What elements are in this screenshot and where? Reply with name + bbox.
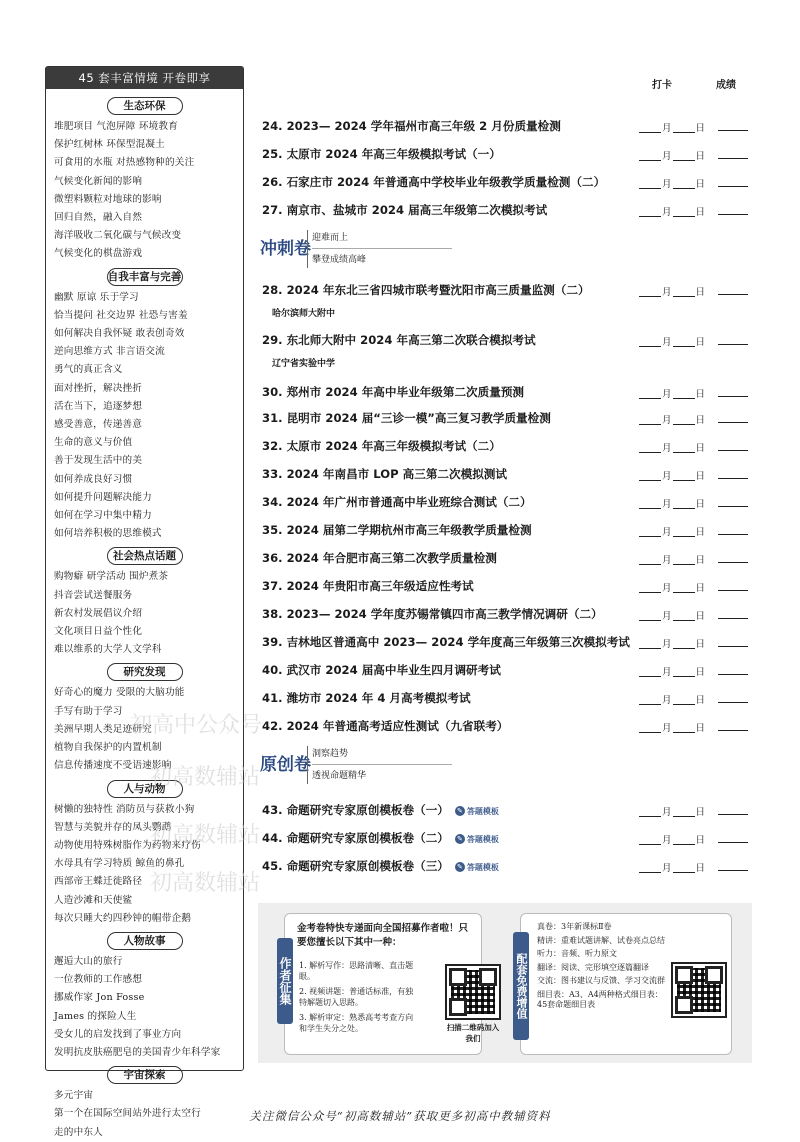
day-label: 日 bbox=[695, 611, 706, 622]
day-label: 日 bbox=[695, 337, 706, 348]
sidebar-topic-item: 挪威作家 Jon Fosse bbox=[54, 992, 145, 1004]
checkin-date[interactable] bbox=[638, 580, 705, 594]
sprint-banner bbox=[260, 228, 460, 270]
exam-title bbox=[262, 282, 590, 298]
author-recruit-tag: 作者征集 bbox=[277, 938, 293, 1024]
month-label: 月 bbox=[662, 863, 672, 874]
blank-line bbox=[639, 424, 661, 425]
day-label: 日 bbox=[695, 639, 706, 650]
checkin-date[interactable] bbox=[638, 496, 705, 510]
score-blank[interactable] bbox=[718, 344, 748, 345]
month-label: 月 bbox=[662, 667, 672, 678]
exam-title bbox=[262, 858, 499, 874]
exam-title-text: 37. 2024 年贵阳市高三年级适应性考试 bbox=[262, 579, 474, 593]
exam-note: 辽宁省实验中学 bbox=[272, 359, 336, 369]
exam-entry bbox=[262, 662, 752, 682]
sidebar-topic-item: 如何提升问题解决能力 bbox=[54, 491, 152, 503]
month-label: 月 bbox=[662, 415, 672, 426]
day-label: 日 bbox=[695, 179, 706, 190]
original-sub1: 洞察趋势 bbox=[312, 749, 349, 759]
sprint-title: 冲刺卷 bbox=[260, 239, 311, 259]
checkin-date[interactable] bbox=[638, 804, 705, 818]
checkin-date[interactable] bbox=[638, 176, 705, 190]
blank-line bbox=[673, 564, 695, 565]
blank-line bbox=[673, 346, 695, 347]
sidebar-topic-item: 动物使用特殊树脂作为药物来疗伤 bbox=[54, 839, 201, 851]
day-label: 日 bbox=[695, 555, 706, 566]
exam-entry bbox=[262, 466, 752, 486]
score-blank[interactable] bbox=[718, 730, 748, 731]
exam-title bbox=[262, 494, 532, 510]
day-label: 日 bbox=[695, 723, 706, 734]
exam-title bbox=[262, 146, 501, 162]
blank-line bbox=[639, 648, 661, 649]
bonus-box bbox=[515, 913, 732, 1055]
sidebar-topic-item: 手写有助于学习 bbox=[54, 705, 123, 717]
exam-entry bbox=[262, 202, 752, 222]
sidebar-topic-item: 抖音尝试送餐服务 bbox=[54, 589, 133, 601]
sidebar-topic-item: 文化项目日益个性化 bbox=[54, 626, 143, 638]
score-blank[interactable] bbox=[718, 396, 748, 397]
author-qr-label: 扫描二维码加入我们 bbox=[446, 1023, 500, 1043]
bonus-list bbox=[537, 922, 667, 1014]
promo-area bbox=[258, 903, 752, 1063]
template-badge-label: 答题模板 bbox=[466, 863, 499, 872]
bonus-qr-code[interactable] bbox=[671, 962, 727, 1018]
month-label: 月 bbox=[662, 695, 672, 706]
blank-line bbox=[673, 480, 695, 481]
exam-entry bbox=[262, 550, 752, 570]
exam-title bbox=[262, 438, 501, 454]
template-badge-label: 答题模板 bbox=[466, 807, 499, 816]
exam-title-text: 32. 太原市 2024 年高三年级模拟考试（二） bbox=[262, 439, 501, 453]
sidebar-section-title: 生态环保 bbox=[107, 97, 183, 115]
day-label: 日 bbox=[695, 443, 706, 454]
exam-title-text: 33. 2024 年南昌市 LOP 高三第二次模拟测试 bbox=[262, 467, 507, 481]
checkin-date[interactable] bbox=[638, 440, 705, 454]
bonus-item: 听力：音频、听力原文 bbox=[537, 949, 617, 958]
score-blank[interactable] bbox=[718, 814, 748, 815]
exam-title-text: 38. 2023— 2024 学年度苏锡常镇四市高三教学情况调研（二） bbox=[262, 607, 603, 621]
sidebar-topic-item: 可食用的水瓶 对热感物种的关注 bbox=[54, 157, 195, 169]
sidebar-topic-item: 善于发现生活中的美 bbox=[54, 455, 143, 467]
exam-title-text: 24. 2023— 2024 学年福州市高三年级 2 月份质量检测 bbox=[262, 119, 561, 133]
blank-line bbox=[673, 704, 695, 705]
month-label: 月 bbox=[662, 443, 672, 454]
checkin-date[interactable] bbox=[638, 204, 705, 218]
blank-line bbox=[673, 844, 695, 845]
original-title: 原创卷 bbox=[260, 755, 311, 775]
score-blank[interactable] bbox=[718, 674, 748, 675]
blank-line bbox=[639, 564, 661, 565]
score-blank[interactable] bbox=[718, 450, 748, 451]
sidebar-topic-item: 邂逅大山的旅行 bbox=[54, 955, 123, 967]
blank-line bbox=[673, 160, 695, 161]
exam-entry bbox=[262, 802, 752, 822]
checkin-date[interactable] bbox=[638, 120, 705, 134]
exam-title-text: 26. 石家庄市 2024 年普通高中学校毕业年级教学质量检测（二） bbox=[262, 175, 606, 189]
blank-line bbox=[673, 536, 695, 537]
watermark: 初高数辅站 bbox=[150, 871, 261, 896]
exam-entry bbox=[262, 634, 752, 654]
blank-line bbox=[673, 424, 695, 425]
sidebar-topic-item: 水母具有学习特质 鲸鱼的鼻孔 bbox=[54, 858, 185, 870]
blank-line bbox=[639, 620, 661, 621]
author-recruit-list bbox=[299, 960, 417, 1038]
score-header: 成绩 bbox=[716, 80, 736, 91]
sidebar-topic-item: 感受善意，传递善意 bbox=[54, 419, 143, 431]
blank-line bbox=[673, 816, 695, 817]
sidebar-section-title: 人与动物 bbox=[107, 780, 183, 798]
score-blank[interactable] bbox=[718, 702, 748, 703]
sidebar-topic-item: 难以维系的大学人文学科 bbox=[54, 644, 162, 656]
blank-line bbox=[639, 296, 661, 297]
checkin-date[interactable] bbox=[638, 334, 705, 348]
month-label: 月 bbox=[662, 207, 672, 218]
topic-sidebar bbox=[45, 66, 244, 1138]
sidebar-topic-item: 一位教师的工作感想 bbox=[54, 974, 143, 986]
blank-line bbox=[673, 648, 695, 649]
score-blank[interactable] bbox=[718, 422, 748, 423]
exam-title-text: 30. 郑州市 2024 年高中毕业年级第二次质量预测 bbox=[262, 385, 525, 399]
score-blank[interactable] bbox=[718, 562, 748, 563]
bonus-item: 真卷：3年新课标Ⅱ卷 bbox=[537, 922, 612, 931]
month-label: 月 bbox=[662, 389, 672, 400]
blank-line bbox=[639, 132, 661, 133]
sidebar-topic-item: 第一个在国际空间站外进行太空行 bbox=[54, 1108, 201, 1120]
month-label: 月 bbox=[662, 723, 672, 734]
template-badge-label: 答题模板 bbox=[466, 835, 499, 844]
exam-title bbox=[262, 662, 501, 678]
author-recruit-box bbox=[278, 913, 500, 1055]
exam-title-text: 29. 东北师大附中 2024 年高三第二次联合模拟考试 bbox=[262, 333, 536, 347]
day-label: 日 bbox=[695, 389, 706, 400]
sidebar-topic-item: 生命的意义与价值 bbox=[54, 437, 133, 449]
sidebar-topic-item: 恰当提问 社交边界 社恐与害羞 bbox=[54, 309, 188, 321]
month-label: 月 bbox=[662, 611, 672, 622]
sidebar-topic-item: 勇气的真正含义 bbox=[54, 364, 123, 376]
checkin-date[interactable] bbox=[638, 412, 705, 426]
author-qr-code[interactable] bbox=[445, 964, 501, 1020]
blank-line bbox=[639, 816, 661, 817]
exam-title bbox=[262, 634, 630, 650]
author-recruit-head: 金考卷特快专递面向全国招募作者啦！只要您擅长以下其中一种： bbox=[297, 923, 469, 948]
blank-line bbox=[673, 732, 695, 733]
month-label: 月 bbox=[662, 179, 672, 190]
sidebar-topic-item: 多元宇宙 bbox=[54, 1090, 94, 1102]
template-badge-icon: ✎ bbox=[455, 806, 465, 816]
checkin-header: 打卡 bbox=[652, 80, 672, 91]
bonus-tag: 配套免费增值 bbox=[513, 932, 529, 1040]
exam-title-text: 39. 吉林地区普通高中 2023— 2024 学年度高三年级第三次模拟考试 bbox=[262, 635, 630, 649]
month-label: 月 bbox=[662, 527, 672, 538]
exam-entry bbox=[262, 174, 752, 194]
exam-title-text: 27. 南京市、盐城市 2024 届高三年级第二次模拟考试 bbox=[262, 203, 548, 217]
sidebar-topic-item: 每次只睡大约四秒钟的帽带企鹅 bbox=[54, 912, 192, 924]
sidebar-section-title: 社会热点话题 bbox=[107, 547, 183, 565]
sidebar-topic-item: 堆肥项目 气泡屏障 环境教育 bbox=[54, 121, 179, 132]
sidebar-topic-item: 树懒的独特性 消防员与获救小狗 bbox=[54, 803, 195, 815]
exam-entry bbox=[262, 690, 752, 710]
day-label: 日 bbox=[695, 287, 706, 298]
sidebar-topic-item: 美洲早期人类足迹研究 bbox=[54, 723, 152, 735]
bonus-item: 交流：图书建议与反馈、学习交流群 bbox=[537, 976, 665, 985]
exam-title-text: 25. 太原市 2024 年高三年级模拟考试（一） bbox=[262, 147, 501, 161]
day-label: 日 bbox=[695, 695, 706, 706]
month-label: 月 bbox=[662, 835, 672, 846]
blank-line bbox=[673, 872, 695, 873]
exam-title-text: 34. 2024 年广州市普通高中毕业班综合测试（二） bbox=[262, 495, 532, 509]
original-sub2: 透视命题精华 bbox=[312, 771, 367, 781]
blank-line bbox=[673, 188, 695, 189]
day-label: 日 bbox=[695, 499, 706, 510]
checkin-date[interactable] bbox=[638, 860, 705, 874]
exam-title-text: 31. 昆明市 2024 届“三诊一模”高三复习教学质量检测 bbox=[262, 411, 551, 425]
exam-title bbox=[262, 522, 532, 538]
score-blank[interactable] bbox=[718, 842, 748, 843]
month-label: 月 bbox=[662, 471, 672, 482]
sidebar-topic-item: 保护红树林 环保型混凝土 bbox=[54, 139, 165, 151]
checkin-date[interactable] bbox=[638, 664, 705, 678]
month-label: 月 bbox=[662, 807, 672, 818]
exam-title-text: 45. 命题研究专家原创模板卷（三） bbox=[262, 859, 449, 873]
exam-entry bbox=[262, 438, 752, 458]
sidebar-topic-item: 活在当下，追逐梦想 bbox=[54, 400, 143, 412]
day-label: 日 bbox=[695, 835, 706, 846]
exam-title-text: 28. 2024 年东北三省四城市联考暨沈阳市高三质量监测（二） bbox=[262, 283, 590, 297]
exam-title-text: 36. 2024 年合肥市高三第二次教学质量检测 bbox=[262, 551, 497, 565]
score-blank[interactable] bbox=[718, 646, 748, 647]
blank-line bbox=[673, 132, 695, 133]
author-recruit-item: 3. 解析审定：熟悉高考考查方向和学生失分之处。 bbox=[299, 1013, 414, 1033]
exam-entry bbox=[262, 282, 752, 302]
day-label: 日 bbox=[695, 151, 706, 162]
bonus-item: 翻译：阅读、完形填空逐篇翻译 bbox=[537, 962, 649, 972]
blank-line bbox=[639, 536, 661, 537]
sidebar-topic-item: 走的中东人 bbox=[54, 1126, 103, 1138]
sidebar-topic-item: 微塑料颗粒对地球的影响 bbox=[54, 193, 162, 205]
day-label: 日 bbox=[695, 207, 706, 218]
sidebar-topic-item: 智慧与美貌并存的凤头鹦鹉 bbox=[54, 821, 172, 833]
day-label: 日 bbox=[695, 667, 706, 678]
sidebar-topic-item: 新农村发展倡议介绍 bbox=[54, 607, 143, 619]
score-blank[interactable] bbox=[718, 870, 748, 871]
checkin-date[interactable] bbox=[638, 832, 705, 846]
checkin-date[interactable] bbox=[638, 468, 705, 482]
exam-note: 哈尔滨师大附中 bbox=[272, 309, 336, 319]
score-blank[interactable] bbox=[718, 186, 748, 187]
exam-entry bbox=[262, 858, 752, 878]
month-label: 月 bbox=[662, 555, 672, 566]
blank-line bbox=[673, 296, 695, 297]
exam-title bbox=[262, 384, 524, 400]
exam-title-text: 41. 潍坊市 2024 年 4 月高考模拟考试 bbox=[262, 691, 471, 705]
sidebar-section-title: 人物故事 bbox=[107, 932, 183, 950]
exam-entry bbox=[262, 494, 752, 514]
day-label: 日 bbox=[695, 123, 706, 134]
sidebar-topic-item: James 的探险人生 bbox=[54, 1010, 137, 1022]
exam-entry bbox=[262, 830, 752, 850]
sidebar-topic-item: 如何养成良好习惯 bbox=[54, 473, 133, 485]
blank-line bbox=[673, 398, 695, 399]
exam-title bbox=[262, 466, 507, 482]
day-label: 日 bbox=[695, 471, 706, 482]
exam-title bbox=[262, 410, 551, 426]
exam-title bbox=[262, 578, 474, 594]
sidebar-topic-item: 逆向思维方式 非言语交流 bbox=[54, 346, 165, 358]
blank-line bbox=[639, 188, 661, 189]
blank-line bbox=[639, 844, 661, 845]
bonus-item: 精讲：重难试题讲解、试卷亮点总结 bbox=[537, 935, 665, 945]
sidebar-topic-item: 幽默 原谅 乐于学习 bbox=[54, 291, 139, 303]
month-label: 月 bbox=[662, 583, 672, 594]
exam-title-text: 42. 2024 年普通高考适应性测试（九省联考） bbox=[262, 719, 509, 733]
exam-entry bbox=[262, 118, 752, 138]
blank-line bbox=[673, 508, 695, 509]
blank-line bbox=[639, 704, 661, 705]
sidebar-topic-item: 植物自我保护的内置机制 bbox=[54, 742, 162, 754]
exam-entry bbox=[262, 606, 752, 626]
original-banner bbox=[260, 744, 460, 786]
sidebar-section-title: 研究发现 bbox=[107, 663, 183, 681]
sidebar-topic-item: 气候变化新闻的影响 bbox=[54, 175, 143, 187]
score-blank[interactable] bbox=[718, 130, 748, 131]
sprint-sub2: 攀登成绩高峰 bbox=[312, 255, 367, 265]
exam-title-text: 44. 命题研究专家原创模板卷（二） bbox=[262, 831, 449, 845]
blank-line bbox=[673, 620, 695, 621]
blank-line bbox=[639, 216, 661, 217]
checkin-date[interactable] bbox=[638, 386, 705, 400]
month-label: 月 bbox=[662, 287, 672, 298]
day-label: 日 bbox=[695, 583, 706, 594]
blank-line bbox=[639, 508, 661, 509]
score-blank[interactable] bbox=[718, 506, 748, 507]
exam-title bbox=[262, 332, 536, 348]
sidebar-topic-item: 购物癖 研学活动 围炉煮茶 bbox=[54, 571, 169, 583]
day-label: 日 bbox=[695, 807, 706, 818]
exam-title bbox=[262, 718, 508, 734]
page-footer: 关注微信公众号“初高数辅站”获取更多初高中教辅资料 bbox=[249, 1109, 551, 1123]
exam-title bbox=[262, 830, 499, 846]
exam-title bbox=[262, 118, 561, 134]
score-blank[interactable] bbox=[718, 618, 748, 619]
checkin-date[interactable] bbox=[638, 608, 705, 622]
blank-line bbox=[673, 592, 695, 593]
month-label: 月 bbox=[662, 337, 672, 348]
author-recruit-item: 1. 解析写作：思路清晰、直击题眼。 bbox=[299, 961, 414, 981]
blank-line bbox=[639, 452, 661, 453]
author-recruit-item: 2. 视频讲题：普通话标准，有独特解题切入思路。 bbox=[299, 987, 414, 1007]
blank-line bbox=[673, 452, 695, 453]
sidebar-topic-item: 发明抗皮肤癌肥皂的美国青少年科学家 bbox=[54, 1046, 221, 1058]
blank-line bbox=[639, 872, 661, 873]
month-label: 月 bbox=[662, 639, 672, 650]
blank-line bbox=[639, 732, 661, 733]
watermark: 初高数辅站 bbox=[150, 765, 261, 790]
template-badge-icon: ✎ bbox=[455, 834, 465, 844]
exam-entry bbox=[262, 578, 752, 598]
bonus-item: 细目表：A3、A4两种格式细目表：45套命题细目表 bbox=[537, 989, 663, 1009]
sidebar-topic-item: 西部帝王蝶迁徙路径 bbox=[54, 876, 143, 888]
exam-entry bbox=[262, 522, 752, 542]
checkin-date[interactable] bbox=[638, 636, 705, 650]
sidebar-topic-item: 气候变化的棋盘游戏 bbox=[54, 248, 143, 260]
sidebar-topic-item: 如何解决自我怀疑 敢表创奇效 bbox=[54, 328, 185, 340]
exam-title-text: 40. 武汉市 2024 届高中毕业生四月调研考试 bbox=[262, 663, 501, 677]
month-label: 月 bbox=[662, 123, 672, 134]
sidebar-topic-item: 海洋吸收二氧化碳与气候改变 bbox=[54, 230, 182, 242]
exam-title bbox=[262, 202, 547, 218]
sidebar-topic-item: 如何在学习中集中精力 bbox=[54, 510, 152, 522]
exam-entry bbox=[262, 718, 752, 738]
sidebar-section-title: 自我丰富与完善 bbox=[107, 268, 183, 286]
sidebar-topic-item: 受女儿的启发找到了事业方向 bbox=[54, 1028, 182, 1040]
score-blank[interactable] bbox=[718, 534, 748, 535]
exam-title bbox=[262, 550, 497, 566]
day-label: 日 bbox=[695, 863, 706, 874]
blank-line bbox=[673, 676, 695, 677]
blank-line bbox=[639, 676, 661, 677]
score-blank[interactable] bbox=[718, 294, 748, 295]
checkin-date[interactable] bbox=[638, 720, 705, 734]
exam-title bbox=[262, 802, 499, 818]
day-label: 日 bbox=[695, 415, 706, 426]
sidebar-section-title: 宇宙探索 bbox=[107, 1066, 183, 1084]
score-blank[interactable] bbox=[718, 590, 748, 591]
exam-title bbox=[262, 606, 603, 622]
sidebar-topic-item: 回归自然，融入自然 bbox=[54, 212, 143, 224]
score-blank[interactable] bbox=[718, 158, 748, 159]
sidebar-header: 45 套丰富情境 开卷即享 bbox=[46, 67, 243, 89]
exam-entry bbox=[262, 384, 752, 404]
sidebar-sections bbox=[46, 93, 243, 1142]
sprint-sub1: 迎难而上 bbox=[312, 233, 349, 243]
blank-line bbox=[639, 398, 661, 399]
checkin-date[interactable] bbox=[638, 524, 705, 538]
sidebar-topic-item: 信息传播速度不受语速影响 bbox=[54, 760, 172, 772]
blank-line bbox=[639, 160, 661, 161]
blank-line bbox=[639, 592, 661, 593]
month-label: 月 bbox=[662, 151, 672, 162]
exam-title-text: 43. 命题研究专家原创模板卷（一） bbox=[262, 803, 449, 817]
watermark: 初高数辅站 bbox=[150, 823, 261, 848]
score-blank[interactable] bbox=[718, 478, 748, 479]
blank-line bbox=[673, 216, 695, 217]
blank-line bbox=[639, 346, 661, 347]
template-badge-icon: ✎ bbox=[455, 862, 465, 872]
sidebar-topic-item: 如何培养积极的思维模式 bbox=[54, 528, 162, 540]
sidebar-topic-item: 面对挫折，解决挫折 bbox=[54, 382, 143, 394]
exam-title bbox=[262, 174, 605, 190]
month-label: 月 bbox=[662, 499, 672, 510]
checkin-date[interactable] bbox=[638, 148, 705, 162]
exam-title-text: 35. 2024 届第二学期杭州市高三年级教学质量检测 bbox=[262, 523, 532, 537]
day-label: 日 bbox=[695, 527, 706, 538]
blank-line bbox=[639, 480, 661, 481]
checkin-date[interactable] bbox=[638, 552, 705, 566]
exam-entry bbox=[262, 410, 752, 430]
exam-entry bbox=[262, 146, 752, 166]
score-blank[interactable] bbox=[718, 214, 748, 215]
exam-title bbox=[262, 690, 471, 706]
sidebar-topic-item: 人造沙滩和天使鲨 bbox=[54, 894, 133, 906]
checkin-date[interactable] bbox=[638, 692, 705, 706]
sidebar-topic-item: 好奇心的魔力 受限的大脑功能 bbox=[54, 687, 185, 699]
watermark: 初高中公众号 bbox=[130, 713, 263, 738]
checkin-date[interactable] bbox=[638, 284, 705, 298]
exam-entry bbox=[262, 332, 752, 352]
